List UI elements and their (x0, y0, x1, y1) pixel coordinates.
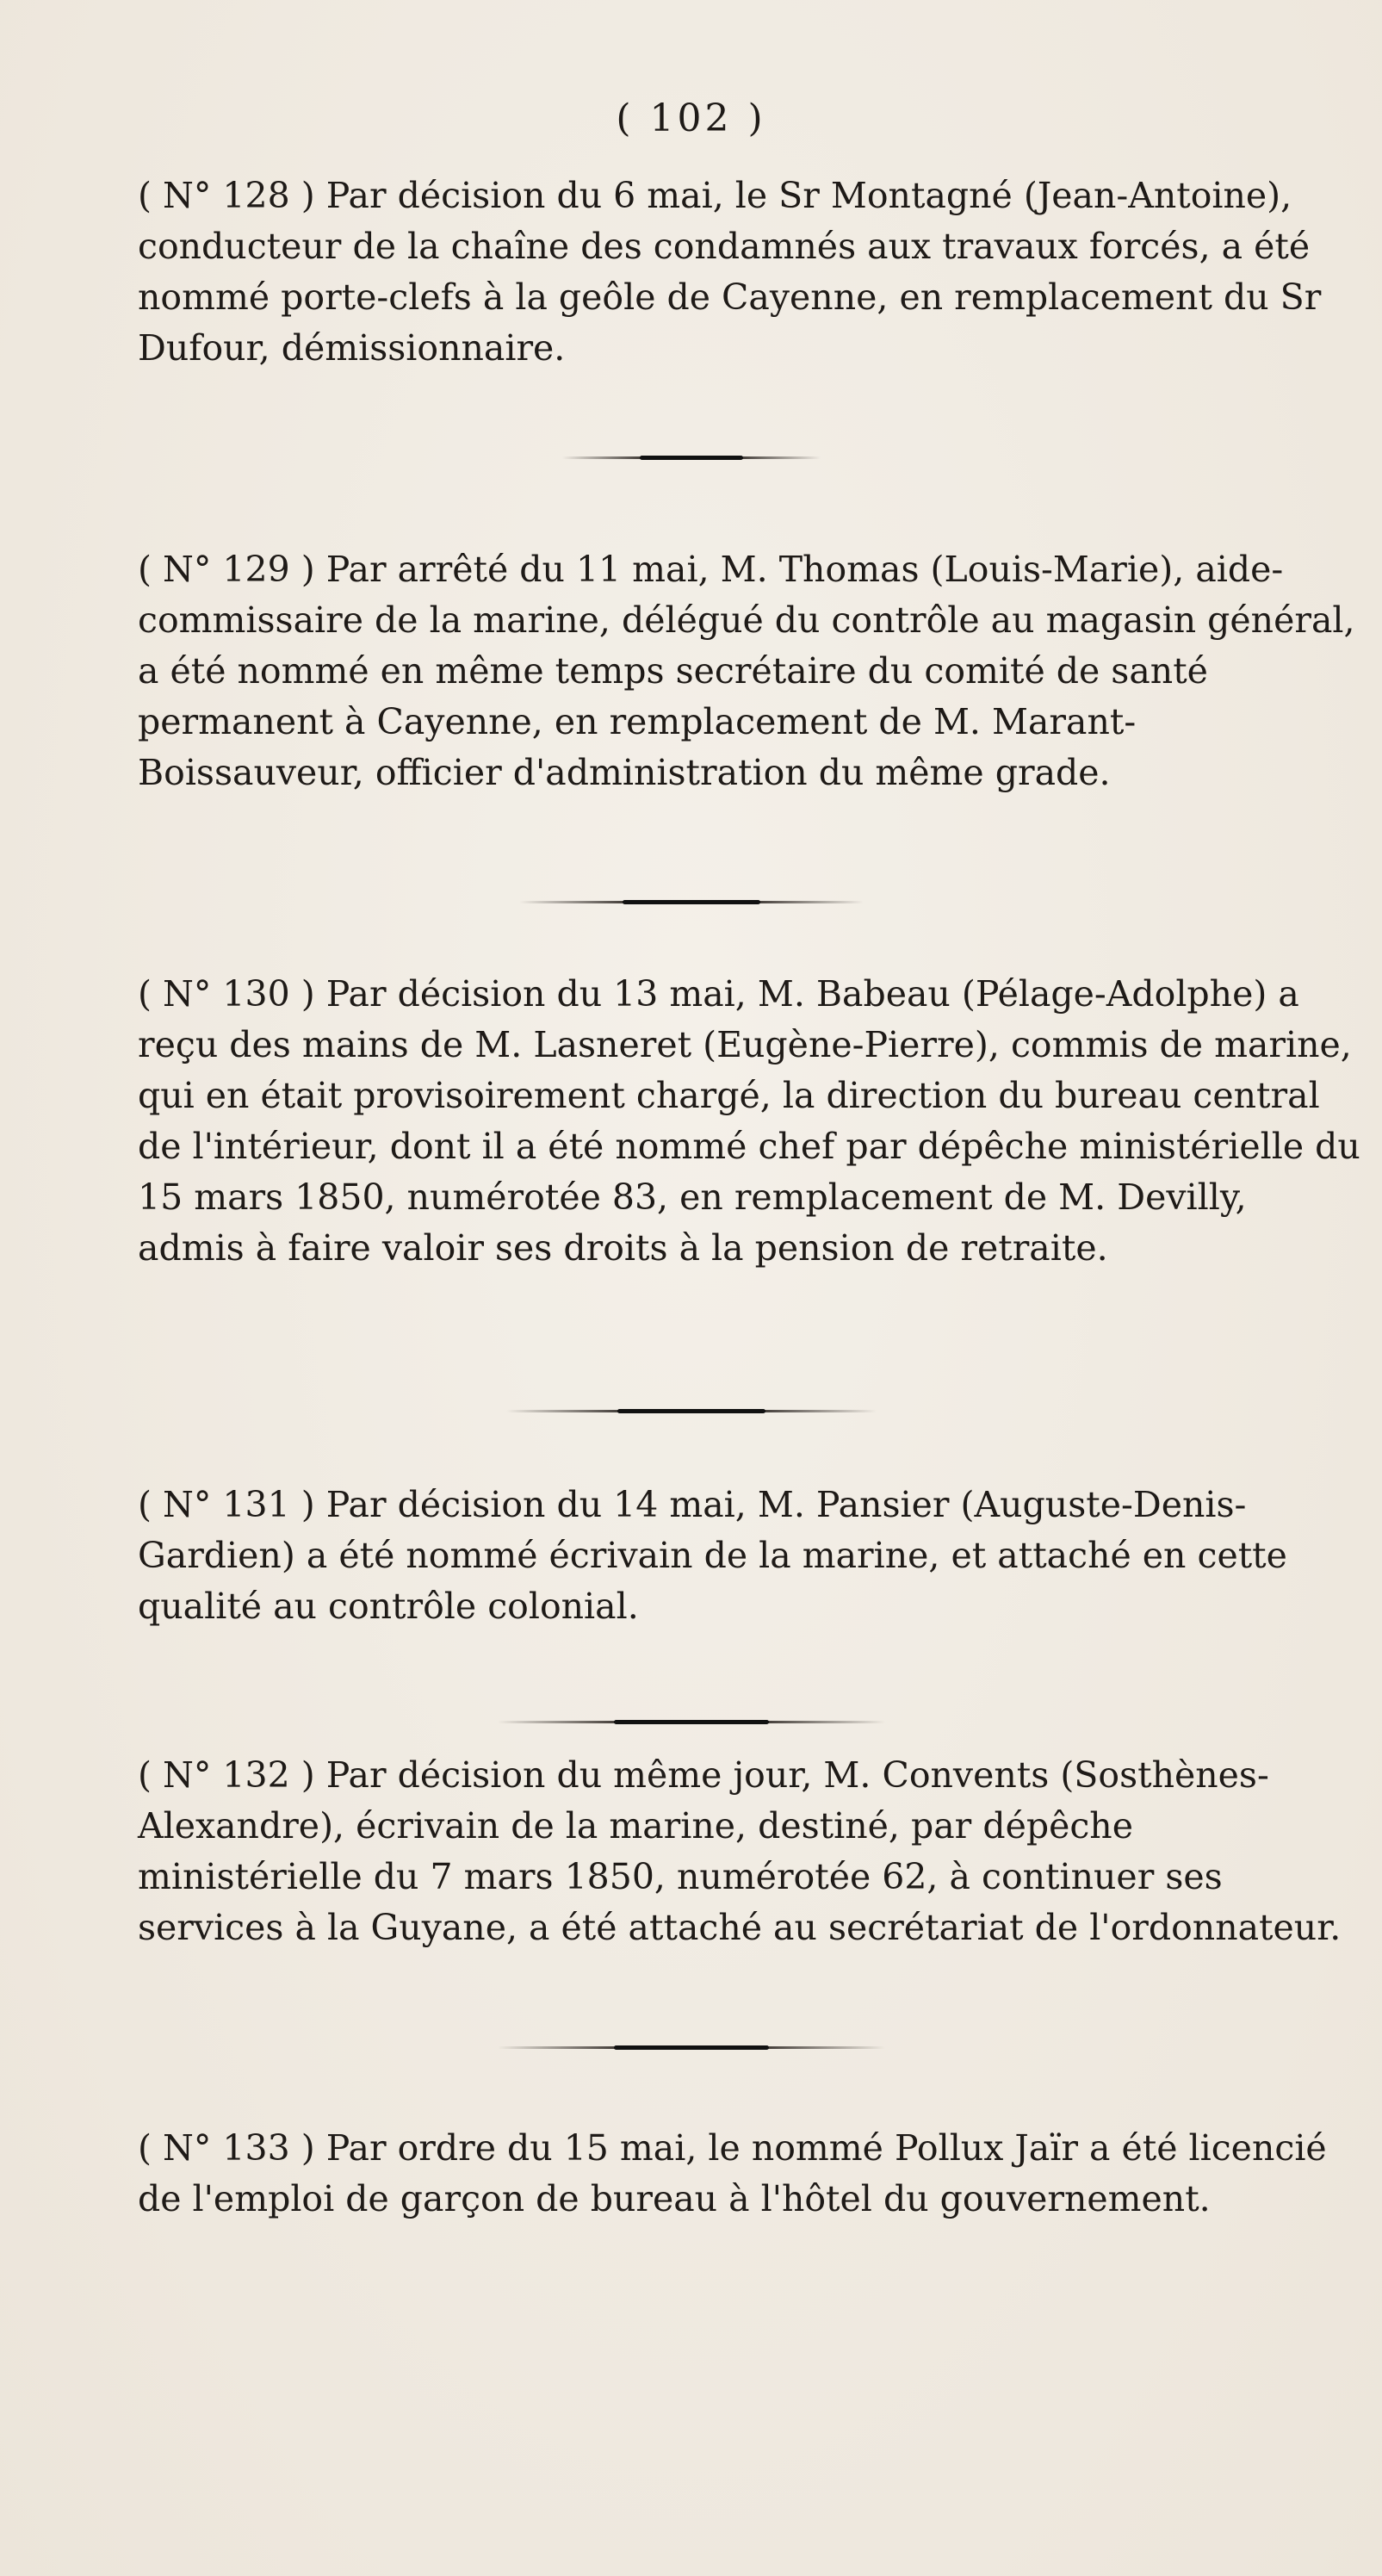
entry-128 (138, 171, 1360, 374)
separator-rule (506, 1410, 877, 1412)
entry-number: ( N° 133 ) (138, 2127, 315, 2169)
separator-rule (562, 456, 821, 459)
entry-number: ( N° 131 ) (138, 1484, 315, 1525)
entry-number: ( N° 130 ) (138, 973, 315, 1015)
entry-text: Par décision du 6 mai, le Sr Montagné (Jean-Antoine), conducteur de la chaîne des condamnés aux travaux forcés, a été nommé porte-clefs à la geôle de Cayenne, en remplacement du Sr Dufour, démissionnaire. (138, 175, 1322, 369)
entry-number: ( N° 129 ) (138, 549, 315, 590)
entry-text: Par décision du 14 mai, M. Pansier (Auguste-Denis-Gardien) a été nommé écrivain de la marine, et attaché en cette qualité au contrôle colonial. (138, 1484, 1287, 1627)
entry-131 (138, 1480, 1360, 1632)
entry-130 (138, 969, 1360, 1274)
entry-text: Par arrêté du 11 mai, M. Thomas (Louis-Marie), aide-commissaire de la marine, délégué du contrôle au magasin général, a été nommé en même temps secrétaire du comité de santé permanent à Cayenne, en remplacement de M. Marant-Boissauveur, officier d'administration du même grade. (138, 549, 1355, 793)
separator-rule (519, 901, 864, 903)
entry-text: Par décision du même jour, M. Convents (Sosthènes-Alexandre), écrivain de la marine, destiné, par dépêche ministérielle du 7 mars 1850, numérotée 62, à continuer ses services à la Guyane, a été attaché au secrétariat de l'ordonnateur. (138, 1754, 1342, 1948)
separator-rule (498, 1721, 885, 1723)
entry-number: ( N° 132 ) (138, 1754, 315, 1796)
page-number: ( 102 ) (616, 96, 766, 140)
entry-133 (138, 2123, 1360, 2225)
entry-132 (138, 1750, 1360, 1953)
entry-129 (138, 544, 1360, 798)
entry-text: Par ordre du 15 mai, le nommé Pollux Jaïr a été licencié de l'emploi de garçon de bureau à l'hôtel du gouvernement. (138, 2127, 1327, 2219)
entry-text: Par décision du 13 mai, M. Babeau (Pélage-Adolphe) a reçu des mains de M. Lasneret (Eugène-Pierre), commis de marine, qui en était provisoirement chargé, la direction du bureau central de l'intérieur, dont il a été nommé chef par dépêche ministérielle du 15 mars 1850, numérotée 83, en remplacement de M. Devilly, admis à faire valoir ses droits à la pension de retraite. (138, 973, 1360, 1269)
entry-number: ( N° 128 ) (138, 175, 315, 216)
separator-rule (498, 2046, 885, 2049)
